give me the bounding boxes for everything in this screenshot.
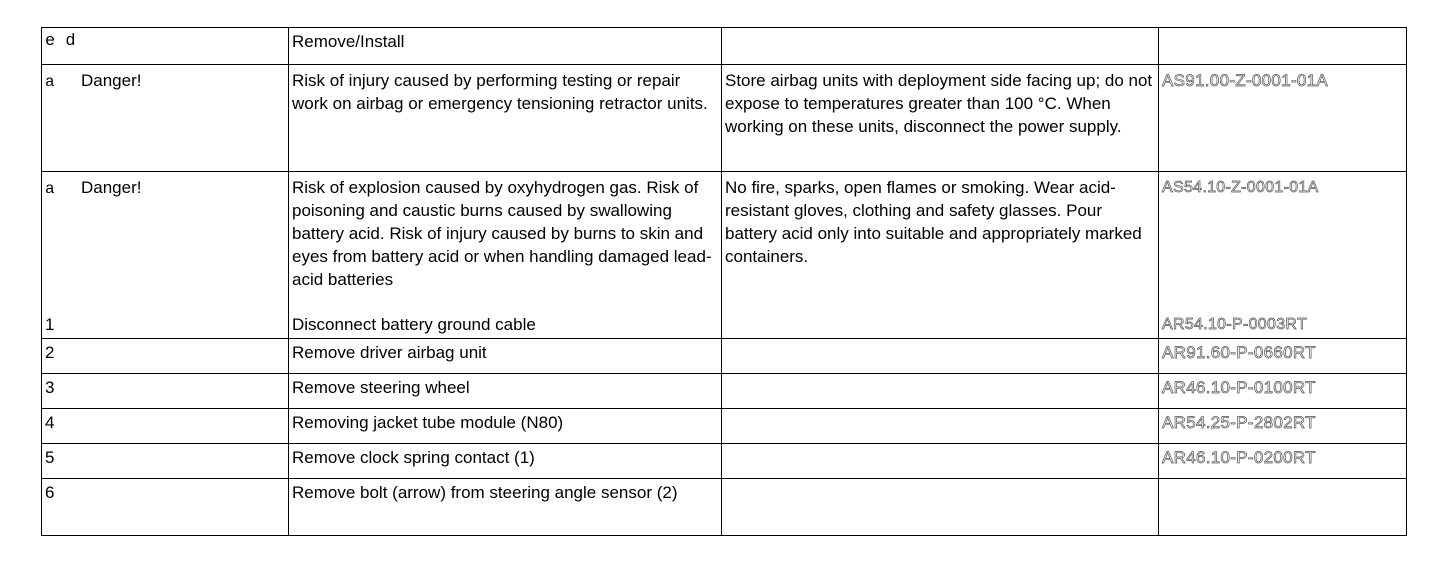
step-reference-link[interactable] — [1159, 479, 1407, 536]
step-reference-link[interactable]: AR54.10-P-0003RT — [1162, 316, 1308, 333]
step-number: 4 — [42, 409, 289, 444]
step-empty-cell — [722, 374, 1159, 409]
header-empty-cell — [722, 28, 1159, 65]
risk-cell — [289, 172, 722, 339]
step-number: 6 — [42, 479, 289, 536]
measure-text: Store airbag units with deployment side facing up; do not expose to temperatures greater than 100 °C. When working on these units, disconnect the power supply. — [722, 65, 1159, 172]
header-empty-cell — [1159, 28, 1407, 65]
step-row — [42, 339, 1407, 374]
step-text: Remove bolt (arrow) from steering angle sensor (2) — [289, 479, 722, 536]
step-number: 2 — [42, 339, 289, 374]
step-empty-cell — [722, 339, 1159, 374]
danger-symbol-icon: a — [45, 180, 55, 198]
step-empty-cell — [722, 409, 1159, 444]
danger-row-battery — [42, 172, 1407, 339]
step-row — [42, 444, 1407, 479]
step-text: Disconnect battery ground cable — [292, 315, 536, 334]
danger-label-cell — [42, 65, 289, 172]
measure-text: No fire, sparks, open flames or smoking. Wear acid-resistant gloves, clothing and safety glasses. Pour battery acid only into suitable and appropriately marked containers. — [722, 172, 1159, 339]
hazard-reference-link[interactable]: AS91.00-Z-0001-01A — [1159, 65, 1407, 172]
step-text: Remove driver airbag unit — [289, 339, 722, 374]
step-row — [42, 409, 1407, 444]
danger-label-cell — [42, 172, 289, 339]
step-reference-link[interactable]: AR54.25-P-2802RT — [1159, 409, 1407, 444]
danger-label: Danger! — [81, 178, 142, 197]
risk-text: Risk of explosion caused by oxyhydrogen gas. Risk of poisoning and caustic burns caused by swallowing battery acid. Risk of injury caused by burns to skin and eyes from battery acid or when handling damaged lead-acid batteries — [292, 178, 712, 289]
danger-symbol-icon: a — [45, 73, 55, 91]
step-reference-link[interactable]: AR46.10-P-0100RT — [1159, 374, 1407, 409]
step-empty-cell — [722, 479, 1159, 536]
danger-row-airbag — [42, 65, 1407, 172]
procedure-table — [41, 27, 1407, 536]
step-number: 1 — [45, 315, 55, 334]
header-title-cell: Remove/Install — [289, 28, 722, 65]
step-reference-link[interactable]: AR91.60-P-0660RT — [1159, 339, 1407, 374]
reference-cell — [1159, 172, 1407, 339]
step-text: Remove clock spring contact (1) — [289, 444, 722, 479]
risk-text: Risk of injury caused by performing testing or repair work on airbag or emergency tensioning retractor units. — [289, 65, 722, 172]
step-row — [42, 479, 1407, 536]
step-text: Removing jacket tube module (N80) — [289, 409, 722, 444]
step-row — [42, 374, 1407, 409]
danger-label: Danger! — [81, 71, 142, 90]
header-symbol-cell: e d — [42, 28, 289, 65]
hazard-reference-link[interactable]: AS54.10-Z-0001-01A — [1162, 179, 1319, 196]
step-number: 5 — [42, 444, 289, 479]
step-reference-link[interactable]: AR46.10-P-0200RT — [1159, 444, 1407, 479]
step-empty-cell — [722, 444, 1159, 479]
header-row — [42, 28, 1407, 65]
step-number: 3 — [42, 374, 289, 409]
step-text: Remove steering wheel — [289, 374, 722, 409]
